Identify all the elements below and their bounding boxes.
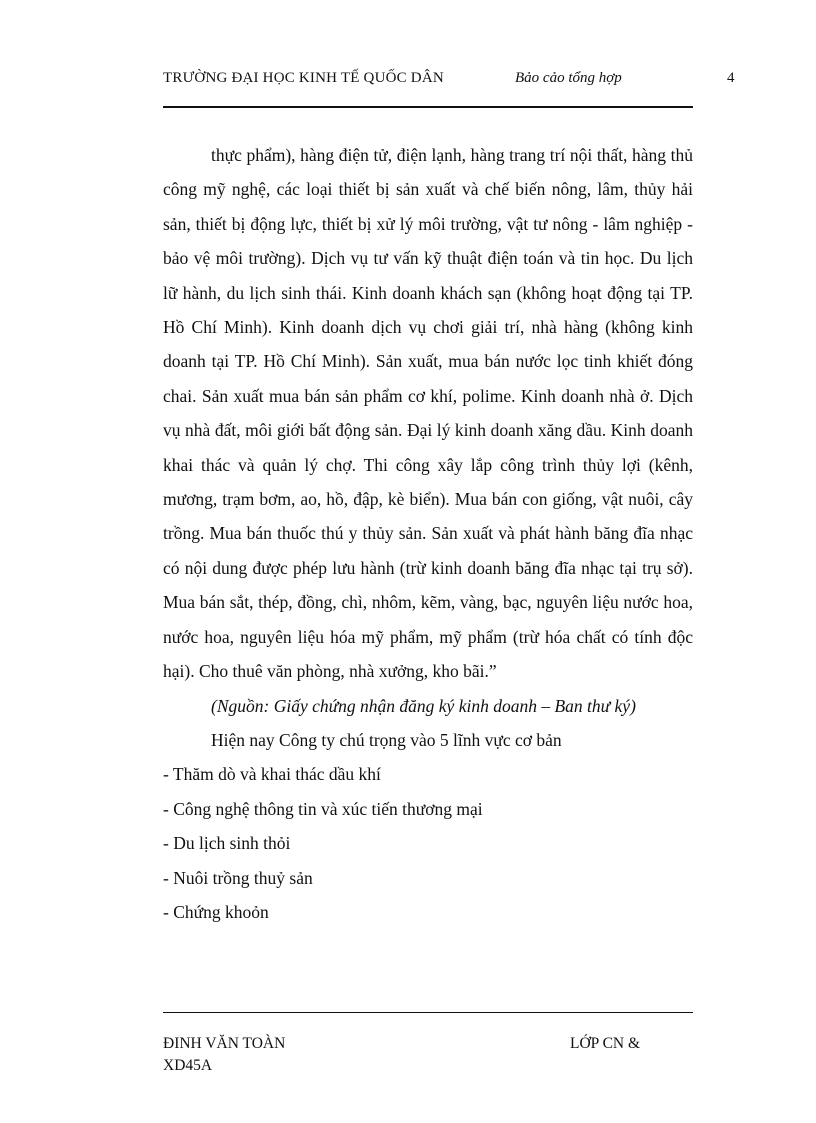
header-page-number: 4: [727, 70, 735, 86]
footer-divider: [163, 1012, 693, 1013]
footer-class: LỚP CN &: [570, 1035, 641, 1052]
list-item: - Thăm dò và khai thác dầu khí: [163, 764, 381, 785]
footer-author: [163, 1033, 285, 1077]
intro-sentence: Hiện nay Công ty chú trọng vào 5 lĩnh vực cơ bản: [211, 729, 562, 750]
header-divider: [163, 106, 693, 108]
list-item: - Chứng khoỏn: [163, 901, 269, 922]
page-header: [163, 70, 735, 94]
list-item: - Nuôi trồng thuỷ sản: [163, 867, 313, 888]
body-content: [163, 138, 693, 929]
header-school-name: TRƯỜNG ĐẠI HỌC KINH TẾ QUỐC DÂN: [163, 70, 444, 86]
list-item: - Du lịch sinh thỏi: [163, 833, 291, 854]
footer-author-name: ĐINH VĂN TOÀN: [163, 1035, 286, 1052]
body-paragraph: thực phẩm), hàng điện tử, điện lạnh, hàng trang trí nội thất, hàng thủ công mỹ nghệ, các loại thiết bị sản xuất và chế biến nông, lâm, thủy hải sản, thiết bị động lực, thiết bị xử lý môi trường, vật tư nông - lâm nghiệp - bảo vệ môi trường). Dịch vụ tư vấn kỹ thuật điện toán và tin học. Du lịch lữ hành, du lịch sinh thái. Kinh doanh khách sạn (không hoạt động tại TP. Hồ Chí Minh). Kinh doanh dịch vụ chơi giải trí, nhà hàng (không kinh doanh tại TP. Hồ Chí Minh). Sản xuất, mua bán nước lọc tinh khiết đóng chai. Sản xuất mua bán sản phẩm cơ khí, polime. Kinh doanh nhà ở. Dịch vụ nhà đất, môi giới bất động sản. Đại lý kinh doanh xăng dầu. Kinh doanh khai thác và quản lý chợ. Thi công xây lắp công trình thủy lợi (kênh, mương, trạm bơm, ao, hồ, đập, kè biển). Mua bán con giống, vật nuôi, cây trồng. Mua bán thuốc thú y thủy sản. Sản xuất và phát hành băng đĩa nhạc có nội dung được phép lưu hành (trừ kinh doanh băng đĩa nhạc tại trụ sở). Mua bán sắt, thép, đồng, chì, nhôm, kẽm, vàng, bạc, nguyên liệu nước hoa, nước hoa, nguyên liệu hóa mỹ phẩm, mỹ phẩm (trừ hóa chất có tính độc hại). Cho thuê văn phòng, nhà xưởng, kho bãi.”: [163, 145, 693, 682]
list-item: - Công nghệ thông tin và xúc tiến thương mại: [163, 798, 483, 819]
source-citation: (Nguồn: Giấy chứng nhận đăng ký kinh doanh – Ban thư ký): [211, 695, 636, 716]
footer-author-class-code: XD45A: [163, 1057, 213, 1074]
header-report-title: Bảo cảo tổng hợp: [515, 70, 622, 86]
